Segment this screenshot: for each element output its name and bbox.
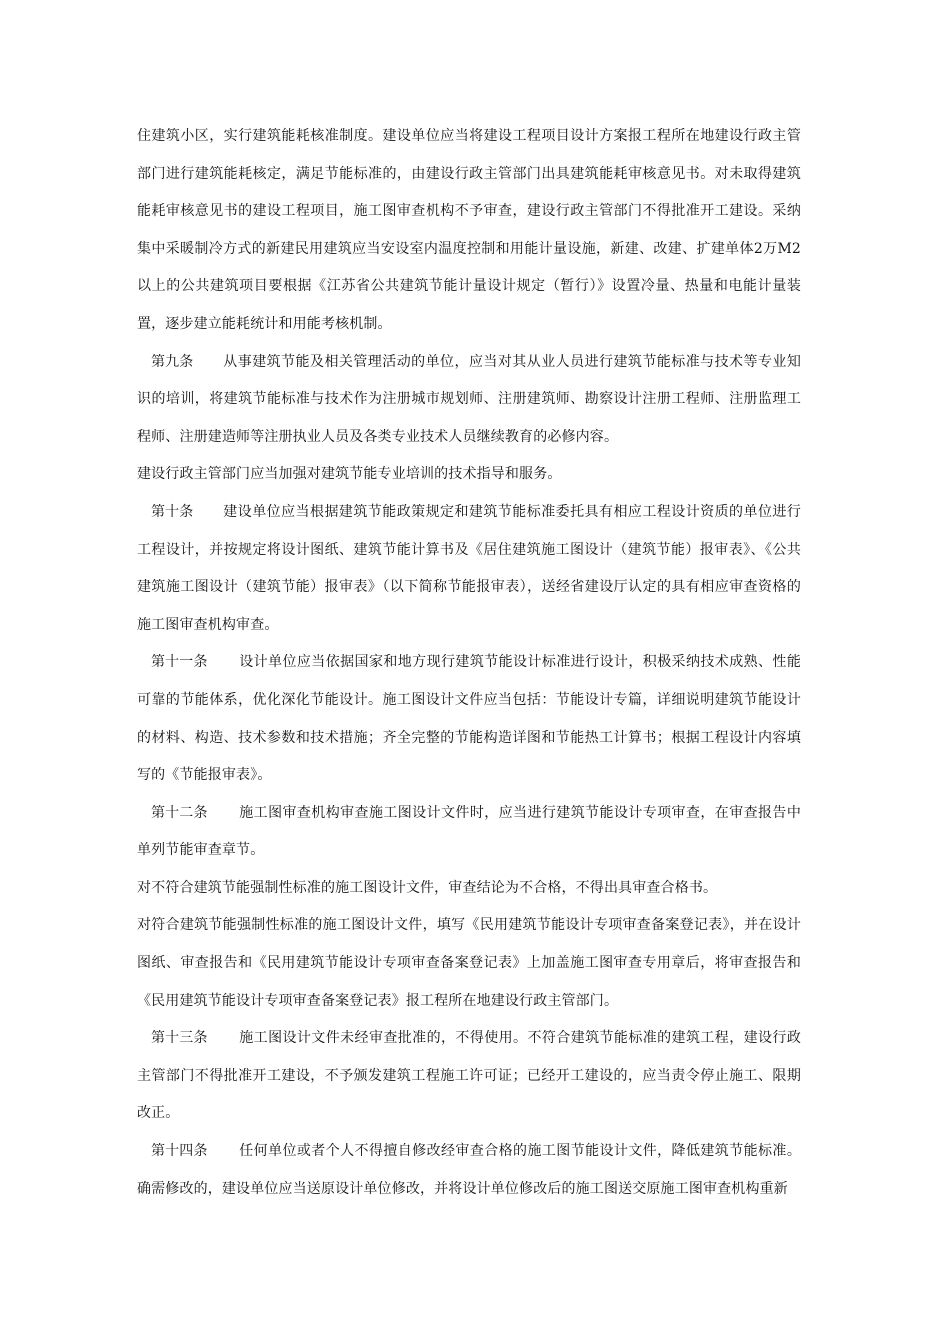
paragraph-text: 对符合建筑节能强制性标准的施工图设计文件，填写《民用建筑节能设计专项审查备案登记表》，并在设计图纸、审查报告和《民用建筑节能设计专项审查备案登记表》上加盖施工图审查专用章后，将审查报告和《民用建筑节能设计专项审查备案登记表》报工程所在地建设行政主管部门。 — [137, 917, 801, 1009]
article-number: 第十四条 — [151, 1143, 208, 1160]
paragraph-text: 任何单位或者个人不得擅自修改经审查合格的施工图节能设计文件，降低建筑节能标准。确需修改的，建设单位应当送原设计单位修改，并将设计单位修改后的施工图送交原施工图审查机构重新 — [137, 1143, 801, 1197]
article-10 — [137, 494, 801, 644]
article-number: 第十条 — [151, 503, 194, 520]
article-13 — [137, 1020, 801, 1133]
paragraph-text: 从事建筑节能及相关管理活动的单位，应当对其从业人员进行建筑节能标准与技术等专业知识的培训，将建筑节能标准与技术作为注册城市规划师、注册建筑师、勘察设计注册工程师、注册监理工程师、注册建造师等注册执业人员及各类专业技术人员继续教育的必修内容。 — [137, 353, 801, 445]
document-body — [137, 118, 801, 1208]
paragraph — [137, 456, 801, 494]
paragraph-text: 建设单位应当根据建筑节能政策规定和建筑节能标准委托具有相应工程设计资质的单位进行工程设计，并按规定将设计图纸、建筑节能计算书及《居住建筑施工图设计（建筑节能）报审表》、《公共建筑施工图设计（建筑节能）报审表》（以下简称节能报审表），送经省建设厅认定的具有相应审查资格的施工图审查机构审查。 — [137, 503, 801, 633]
paragraph — [137, 907, 801, 1020]
article-number: 第十一条 — [151, 654, 208, 671]
article-14 — [137, 1133, 801, 1208]
paragraph-text: 对不符合建筑节能强制性标准的施工图设计文件，审查结论为不合格，不得出具审查合格书。 — [137, 879, 718, 896]
article-number: 第十三条 — [151, 1030, 208, 1047]
article-9 — [137, 344, 801, 457]
article-11 — [137, 644, 801, 794]
article-12 — [137, 795, 801, 870]
paragraph-continuation — [137, 118, 801, 344]
paragraph-text: 施工图设计文件未经审查批准的，不得使用。不符合建筑节能标准的建筑工程，建设行政主管部门不得批准开工建设，不予颁发建筑工程施工许可证；已经开工建设的，应当责令停止施工、限期改正。 — [137, 1030, 801, 1122]
paragraph — [137, 870, 801, 908]
paragraph-text: 住建筑小区，实行建筑能耗核准制度。建设单位应当将建设工程项目设计方案报工程所在地建设行政主管部门进行建筑能耗核定，满足节能标准的，由建设行政主管部门出具建筑能耗审核意见书。对未取得建筑能耗审核意见书的建设工程项目，施工图审查机构不予审查，建设行政主管部门不得批准开工建设。采纳集中采暖制冷方式的新建民用建筑应当安设室内温度控制和用能计量设施，新建、改建、扩建单体2万M2以上的公共建筑项目要根据《江苏省公共建筑节能计量设计规定（暂行）》设置冷量、热量和电能计量装置，逐步建立能耗统计和用能考核机制。 — [137, 128, 801, 332]
paragraph-text: 建设行政主管部门应当加强对建筑节能专业培训的技术指导和服务。 — [137, 466, 562, 483]
paragraph-text: 施工图审查机构审查施工图设计文件时，应当进行建筑节能设计专项审查，在审查报告中单列节能审查章节。 — [137, 804, 801, 859]
article-number: 第十二条 — [151, 804, 208, 821]
article-number: 第九条 — [151, 353, 194, 370]
paragraph-text: 设计单位应当依据国家和地方现行建筑节能设计标准进行设计，积极采纳技术成熟、性能可靠的节能体系，优化深化节能设计。施工图设计文件应当包括：节能设计专篇，详细说明建筑节能设计的材料、构造、技术参数和技术措施；齐全完整的节能构造详图和节能热工计算书；根据工程设计内容填写的《节能报审表》。 — [137, 654, 801, 784]
